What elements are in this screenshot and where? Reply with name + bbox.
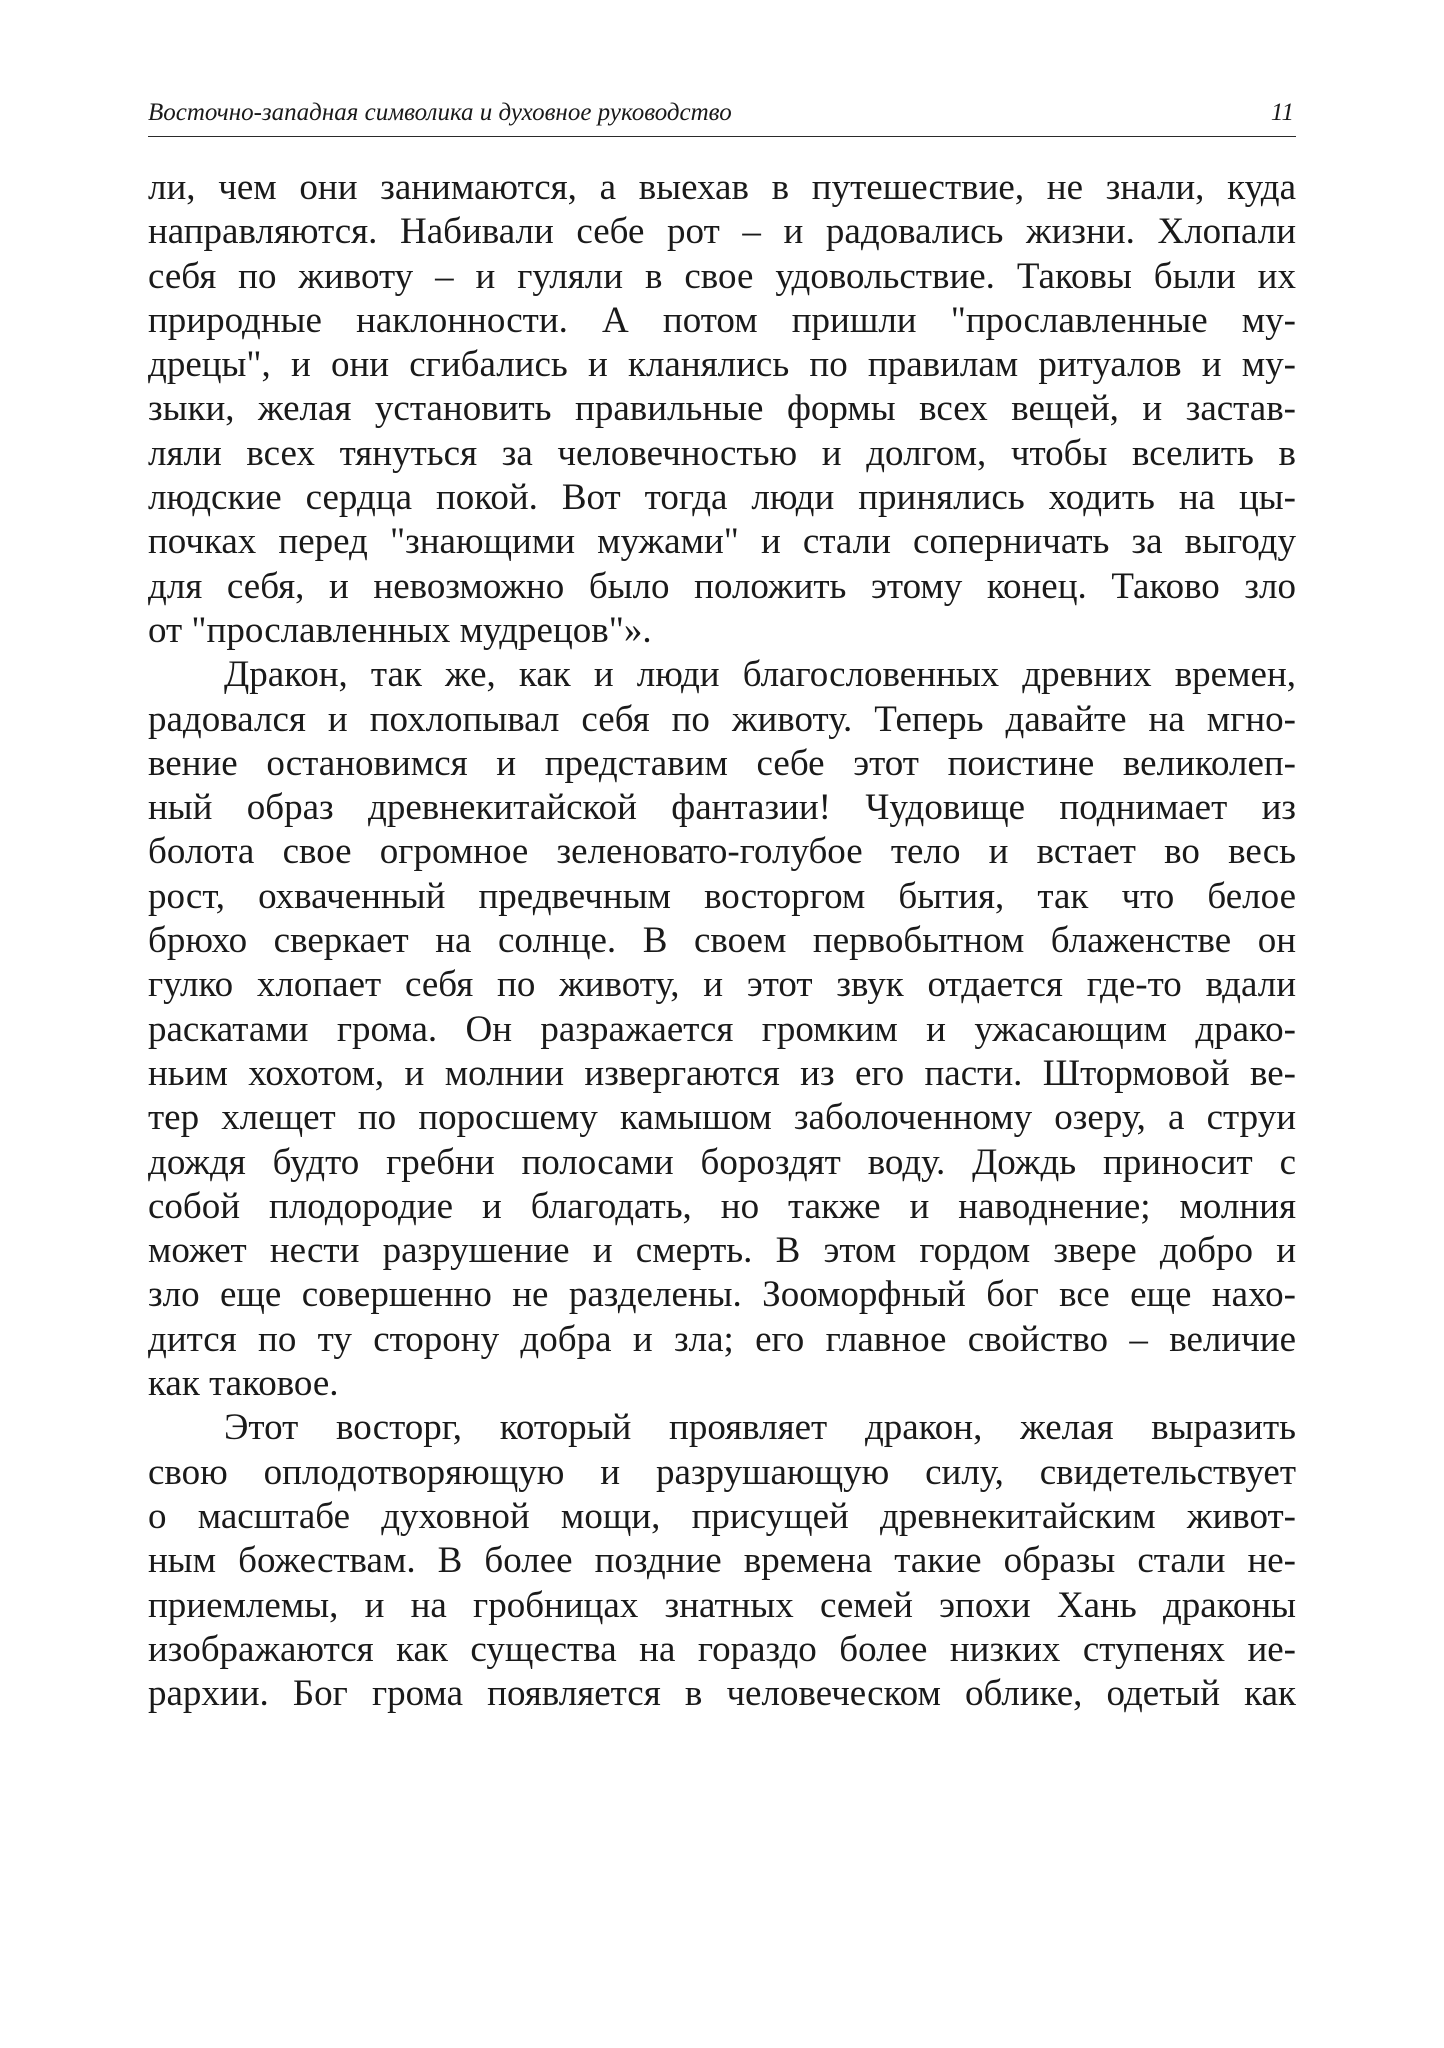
text-line: дится по ту сторону добра и зла; его главное свойство – величие [148,1318,1296,1360]
text-line: гулко хлопает себя по животу, и этот звук отдается где-то вдали [148,964,1296,1006]
text-line: ньим хохотом, и молнии извергаются из его пасти. Штормовой ве- [148,1052,1296,1094]
text-line: брюхо сверкает на солнце. В своем первобытном блаженстве он [148,920,1296,962]
text-line: болота свое огромное зеленовато-голубое тело и встает во весь [148,831,1296,873]
text-line: Этот восторг, который проявляет дракон, желая выразить [224,1407,1296,1449]
text-line: рост, охваченный предвечным восторгом бытия, так что белое [148,875,1296,917]
running-header [148,96,1296,137]
page-number: 11 [1270,99,1294,126]
body-text [148,166,1296,1716]
text-line: изображаются как существа на гораздо более низких ступенях ие- [148,1628,1296,1670]
text-line: для себя, и невозможно было положить этому конец. Таково зло [148,565,1296,607]
text-line: природные наклонности. А потом пришли "прославленные му- [148,299,1296,341]
text-line: дождя будто гребни полосами бороздят воду. Дождь приносит с [148,1141,1296,1183]
text-line: о масштабе духовной мощи, присущей древнекитайским живот- [148,1495,1296,1537]
text-line: раскатами грома. Он разражается громким и ужасающим драко- [148,1008,1296,1050]
text-line: тер хлещет по поросшему камышом заболоченному озеру, а струи [148,1097,1296,1139]
text-line: радовался и похлопывал себя по животу. Теперь давайте на мгно- [148,698,1296,740]
text-line: вение остановимся и представим себе этот поистине великолеп- [148,742,1296,784]
text-line: ный образ древнекитайской фантазии! Чудовище поднимает из [148,787,1296,829]
text-line: направляются. Набивали себе рот – и радовались жизни. Хлопали [148,211,1296,253]
text-line: ным божествам. В более поздние времена такие образы стали не- [148,1540,1296,1582]
text-line: Дракон, так же, как и люди благословенных древних времен, [224,654,1296,696]
text-line: от "прославленных мудрецов"». [148,609,652,651]
text-line: может нести разрушение и смерть. В этом гордом звере добро и [148,1230,1296,1272]
text-line: рархии. Бог грома появляется в человеческом облике, одетый как [148,1673,1296,1715]
text-line: свою оплодотворяющую и разрушающую силу, свидетельствует [148,1451,1296,1493]
text-line: людские сердца покой. Вот тогда люди принялись ходить на цы- [148,477,1296,519]
text-line: ли, чем они занимаются, а выехав в путешествие, не знали, куда [148,167,1296,208]
text-line: приемлемы, и на гробницах знатных семей эпохи Хань драконы [148,1584,1296,1626]
running-title: Восточно-западная символика и духовное руководство [148,99,732,126]
text-line: зло еще совершенно не разделены. Зооморфный бог все еще нахо- [148,1274,1296,1316]
text-line: почках перед "знающими мужами" и стали соперничать за выгоду [148,521,1296,563]
text-line: как таковое. [148,1363,339,1405]
text-line: ляли всех тянуться за человечностью и долгом, чтобы вселить в [148,432,1296,474]
text-line: зыки, желая установить правильные формы всех вещей, и застав- [148,388,1296,430]
text-line: собой плодородие и благодать, но также и наводнение; молния [148,1185,1296,1227]
text-line: себя по животу – и гуляли в свое удовольствие. Таковы были их [148,255,1296,297]
text-line: дрецы", и они сгибались и кланялись по правилам ритуалов и му- [148,344,1296,386]
